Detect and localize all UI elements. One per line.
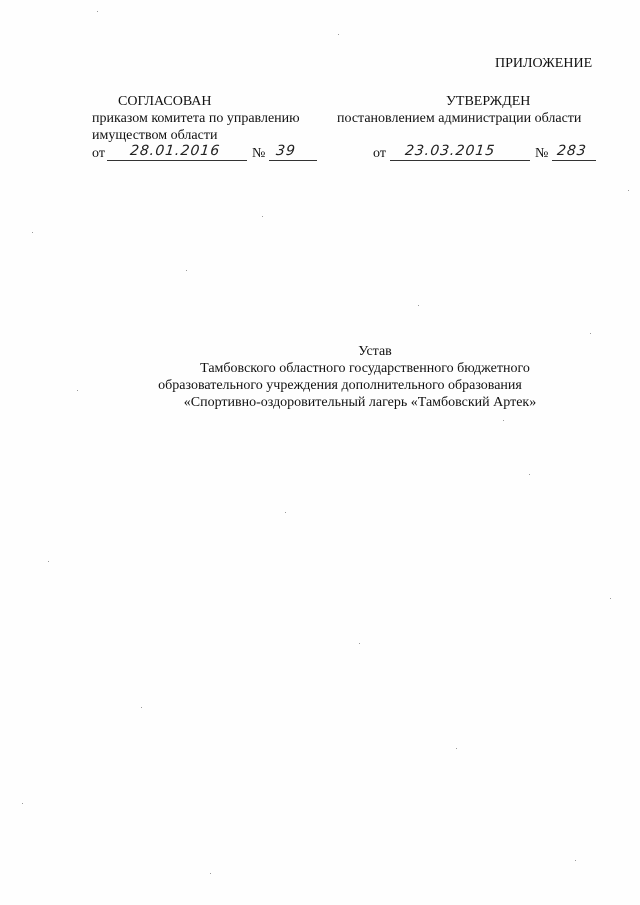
approved-number-underline [552, 160, 596, 161]
appendix-label: ПРИЛОЖЕНИЕ [495, 56, 593, 71]
approved-line-1: постановлением администрации области [337, 111, 582, 126]
agreed-date-handwritten: 28.01.2016 [129, 143, 222, 159]
agreed-number-label: № [252, 146, 266, 161]
charter-title-line-4: «Спортивно-оздоровительный лагерь «Тамбовский Артек» [183, 395, 537, 410]
approved-number-label: № [535, 146, 549, 161]
approved-date-underline [390, 160, 530, 161]
approved-number-handwritten: 283 [556, 143, 588, 159]
approved-date-handwritten: 23.03.2015 [404, 143, 497, 159]
agreed-number-handwritten: 39 [275, 143, 297, 159]
charter-title-line-3: образовательного учреждения дополнительного образования [158, 378, 522, 393]
agreed-from-label: от [92, 146, 105, 161]
approved-heading: УТВЕРЖДЕН [446, 94, 531, 109]
agreed-heading: СОГЛАСОВАН [118, 94, 212, 109]
agreed-line-1: приказом комитета по управлению [92, 111, 300, 126]
approved-from-label: от [373, 146, 386, 161]
agreed-number-underline [269, 160, 317, 161]
agreed-line-2: имуществом области [92, 128, 218, 143]
charter-title [100, 343, 620, 411]
charter-title-line-1: Устав [358, 344, 392, 359]
charter-title-line-2: Тамбовского областного государственного бюджетного [200, 361, 530, 376]
agreed-date-underline [107, 160, 247, 161]
